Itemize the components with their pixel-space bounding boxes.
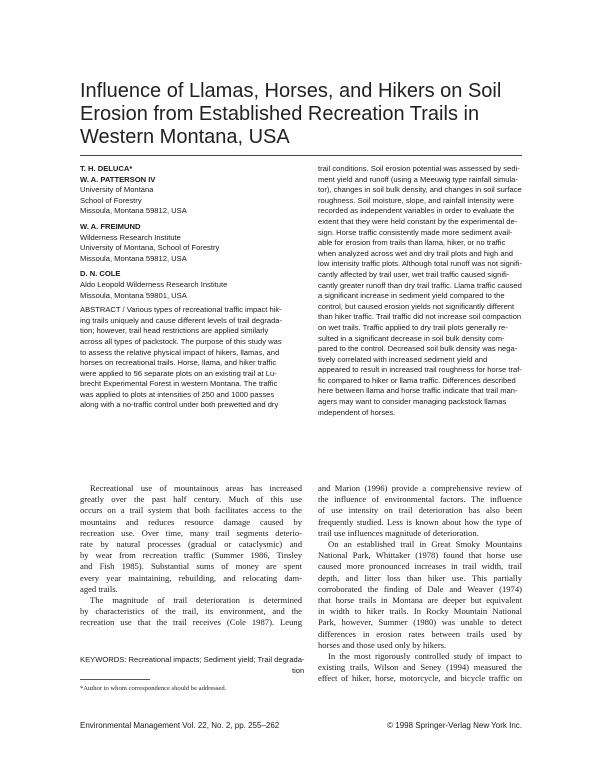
title-line: Erosion from Established Recreation Trails in bbox=[80, 103, 480, 125]
body-right-column bbox=[318, 483, 522, 685]
author-name: T. H. DELUCA* bbox=[80, 164, 133, 173]
body-line: existing trails, Wilson and Seney (1994) measured the bbox=[318, 662, 522, 673]
body-line: in width to hiker trails. In Rocky Mountain National bbox=[318, 606, 522, 617]
author-affiliation-line: University of Montana, School of Forestry bbox=[80, 243, 220, 253]
body-line: effect of hiker, horse, motorcycle, and bicycle traffic on bbox=[318, 673, 522, 684]
title-line: Influence of Llamas, Horses, and Hikers on Soil bbox=[80, 80, 502, 102]
abstract-line: control, but caused erosion yields not significantly different bbox=[318, 301, 515, 311]
body-line: rate by natural processes (gradual or cataclysmic) and bbox=[80, 539, 302, 550]
abstract-left bbox=[80, 305, 302, 411]
body-line: Park, however, Summer (1980) was unable to detect bbox=[318, 617, 522, 628]
author-block bbox=[80, 164, 302, 301]
author-affiliation-line: Aldo Leopold Wilderness Research Institute bbox=[80, 279, 228, 289]
abstract-line: low intensity traffic plots. Although total runoff was not signifi- bbox=[318, 259, 523, 269]
abstract-line: sulted in a significant decrease in soil bulk density com- bbox=[318, 333, 505, 343]
body-line: differences in erosion rates between trails used by bbox=[318, 628, 522, 639]
body-line: recreation use that the trail receives (Cole 1987). Leung bbox=[80, 617, 302, 628]
body-line: occurs on a trail system that both facilitates access to the bbox=[80, 505, 302, 516]
authors-abstract-column bbox=[80, 164, 302, 411]
abstract-line: ABSTRACT / Various types of recreational traffic impact hik- bbox=[80, 305, 282, 315]
body-line: recreation use. Over time, many trail segments deterio- bbox=[80, 527, 302, 538]
abstract-line: cantly greater runoff than dry trail traffic. Llama traffic caused bbox=[318, 280, 522, 290]
abstract-line: were applied to 56 separate plots on an existing trail at Lu- bbox=[80, 368, 277, 378]
title-rule bbox=[80, 155, 522, 156]
abstract-line: horses on recreational trails. Horse, llama, and hiker traffic bbox=[80, 358, 277, 368]
author-affiliation-line: Wilderness Research Institute bbox=[80, 232, 181, 242]
author-affiliation-line: Missoula, Montana 59801, USA bbox=[80, 290, 187, 300]
body-line: by characteristics of the trail, its environment, and the bbox=[80, 606, 302, 617]
abstract-line: brecht Experimental Forest in western Montana. The traffic bbox=[80, 379, 278, 389]
body-line: by wear from recreation traffic (Summer 1986, Tinsley bbox=[80, 550, 302, 561]
body-left-column bbox=[80, 483, 302, 629]
author-affiliation-line: Missoula, Montana 59812, USA bbox=[80, 253, 187, 263]
author-entry bbox=[80, 269, 302, 301]
abstract-line: than hiker traffic. Trail traffic did not increase soil compaction bbox=[318, 312, 522, 322]
abstract-line: fic compared to hiker or llama traffic. Differences described bbox=[318, 375, 516, 385]
body-line: aged trails. bbox=[80, 583, 118, 594]
footnote-rule bbox=[80, 679, 150, 680]
abstract-line: ment yield and runoff (using a Meeuwig type rainfall simula- bbox=[318, 174, 518, 184]
body-line: and Marion (1996) provide a comprehensive review of bbox=[318, 483, 522, 493]
abstract-line: cantly affected by trail user, wet trail traffic caused signifi- bbox=[318, 269, 510, 279]
body-line: frequently studied. Less is known about how the type of bbox=[318, 516, 522, 527]
body-line: On an established trail in Great Smoky Mountains bbox=[328, 539, 522, 550]
author-affiliation-line: W. A. PATTERSON IV bbox=[80, 174, 156, 184]
abstract-line: across all types of packstock. The purpose of this study was bbox=[80, 336, 282, 346]
author-entry bbox=[80, 164, 302, 217]
abstract-line: pared to the control. Decreased soil bulk density was nega- bbox=[318, 344, 518, 354]
author-affiliation-line: School of Forestry bbox=[80, 195, 142, 205]
abstract-line: roughness. Soil moisture, slope, and rainfall intensity were bbox=[318, 195, 514, 205]
abstract-line: along with a no-traffic control under both prewetted and dry bbox=[80, 400, 279, 410]
abstract-line: agers may want to consider managing packstock llamas bbox=[318, 397, 507, 407]
author-affiliation-line: University of Montana bbox=[80, 185, 154, 195]
abstract-line: on wet trails. Traffic applied to dry trail plots generally re- bbox=[318, 322, 508, 332]
body-line: that horse trails in Montana are deeper but equivalent bbox=[318, 595, 522, 606]
abstract-line: tor), changes in soil bulk density, and changes in soil surface bbox=[318, 185, 522, 195]
body-line: depth, and litter loss than hiker use. This partially bbox=[318, 572, 522, 583]
body-line: The magnitude of trail deterioration is determined bbox=[90, 595, 302, 606]
abstract-right bbox=[318, 164, 522, 418]
abstract-line: was applied to plots at intensities of 250 and 1000 passes bbox=[80, 389, 275, 399]
abstract-line: a significant increase in sediment yield compared to the bbox=[318, 291, 505, 301]
journal-citation: Environmental Management Vol. 22, No. 2, pp. 255–262 bbox=[80, 721, 280, 730]
body-line: every year maintaining, rebuilding, and relocating dam- bbox=[80, 572, 302, 583]
body-line: mountains and reduces resource damage caused by bbox=[80, 516, 302, 527]
abstract-line: tion; however, trail head restrictions are applied similarly bbox=[80, 326, 269, 336]
abstract-line: to assess the relative physical impact of hikers, llamas, and bbox=[80, 347, 280, 357]
body-line: corroborated the finding of Dale and Weaver (1974) bbox=[318, 583, 522, 594]
body-line: and Fish 1985). Substantial sums of money are spent bbox=[80, 561, 302, 572]
abstract-line: tively correlated with increased sediment yield and bbox=[318, 354, 488, 364]
author-name: W. A. FREIMUND bbox=[80, 221, 141, 231]
body-line: greatly over the past half century. Much of this use bbox=[80, 494, 302, 505]
abstract-line: here between llama and horse traffic indicate that trail man- bbox=[318, 386, 518, 396]
abstract-line: recorded as independent variables in order to evaluate the bbox=[318, 206, 515, 216]
author-affiliation-line: Missoula, Montana 59812, USA bbox=[80, 206, 187, 216]
body-line: In the most rigorously controlled study of impact to bbox=[328, 651, 522, 662]
abstract-line: sign. Horse traffic consistently made more sediment avail- bbox=[318, 227, 513, 237]
keywords-line: KEYWORDS: Recreational impacts; Sediment yield; Trail degrada- bbox=[80, 655, 305, 664]
copyright: © 1998 Springer-Verlag New York Inc. bbox=[387, 721, 522, 730]
abstract-line: able for erosion from trails than llama, hiker, or no traffic bbox=[318, 238, 506, 248]
body-line: caused more pronounced increases in trail width, trail bbox=[318, 561, 522, 572]
author-entry bbox=[80, 222, 302, 264]
body-line: Recreational use of mountainous areas has increased bbox=[90, 483, 302, 493]
abstract-line: appeared to result in increased trail roughness for horse traf- bbox=[318, 365, 522, 375]
author-name: D. N. COLE bbox=[80, 269, 121, 279]
body-line: National Park, Whittaker (1978) found that horse use bbox=[318, 550, 522, 561]
body-line: the influence of environmental factors. The influence bbox=[318, 494, 522, 505]
title-line: Western Montana, USA bbox=[80, 126, 290, 148]
body-line: of use intensity on trail deterioration has also been bbox=[318, 505, 522, 516]
abstract-line: trail conditions. Soil erosion potential was assessed by sedi- bbox=[318, 164, 520, 173]
abstract-line: independent of horses. bbox=[318, 407, 396, 417]
keywords bbox=[80, 655, 305, 676]
paper-title bbox=[80, 80, 520, 149]
footnote: *Author to whom correspondence should be addressed. bbox=[80, 685, 227, 692]
keywords-line: tion bbox=[292, 665, 305, 675]
body-line: horses and those used only by hikers. bbox=[318, 639, 447, 650]
abstract-line: when analyzed across wet and dry trail plots and high and bbox=[318, 248, 514, 258]
abstract-line: extent that they were held constant by the experimental de- bbox=[318, 216, 518, 226]
body-line: trail use influences magnitude of deterioration. bbox=[318, 527, 479, 538]
abstract-line: ing trails uniquely and cause different levels of trail degrada- bbox=[80, 315, 283, 325]
